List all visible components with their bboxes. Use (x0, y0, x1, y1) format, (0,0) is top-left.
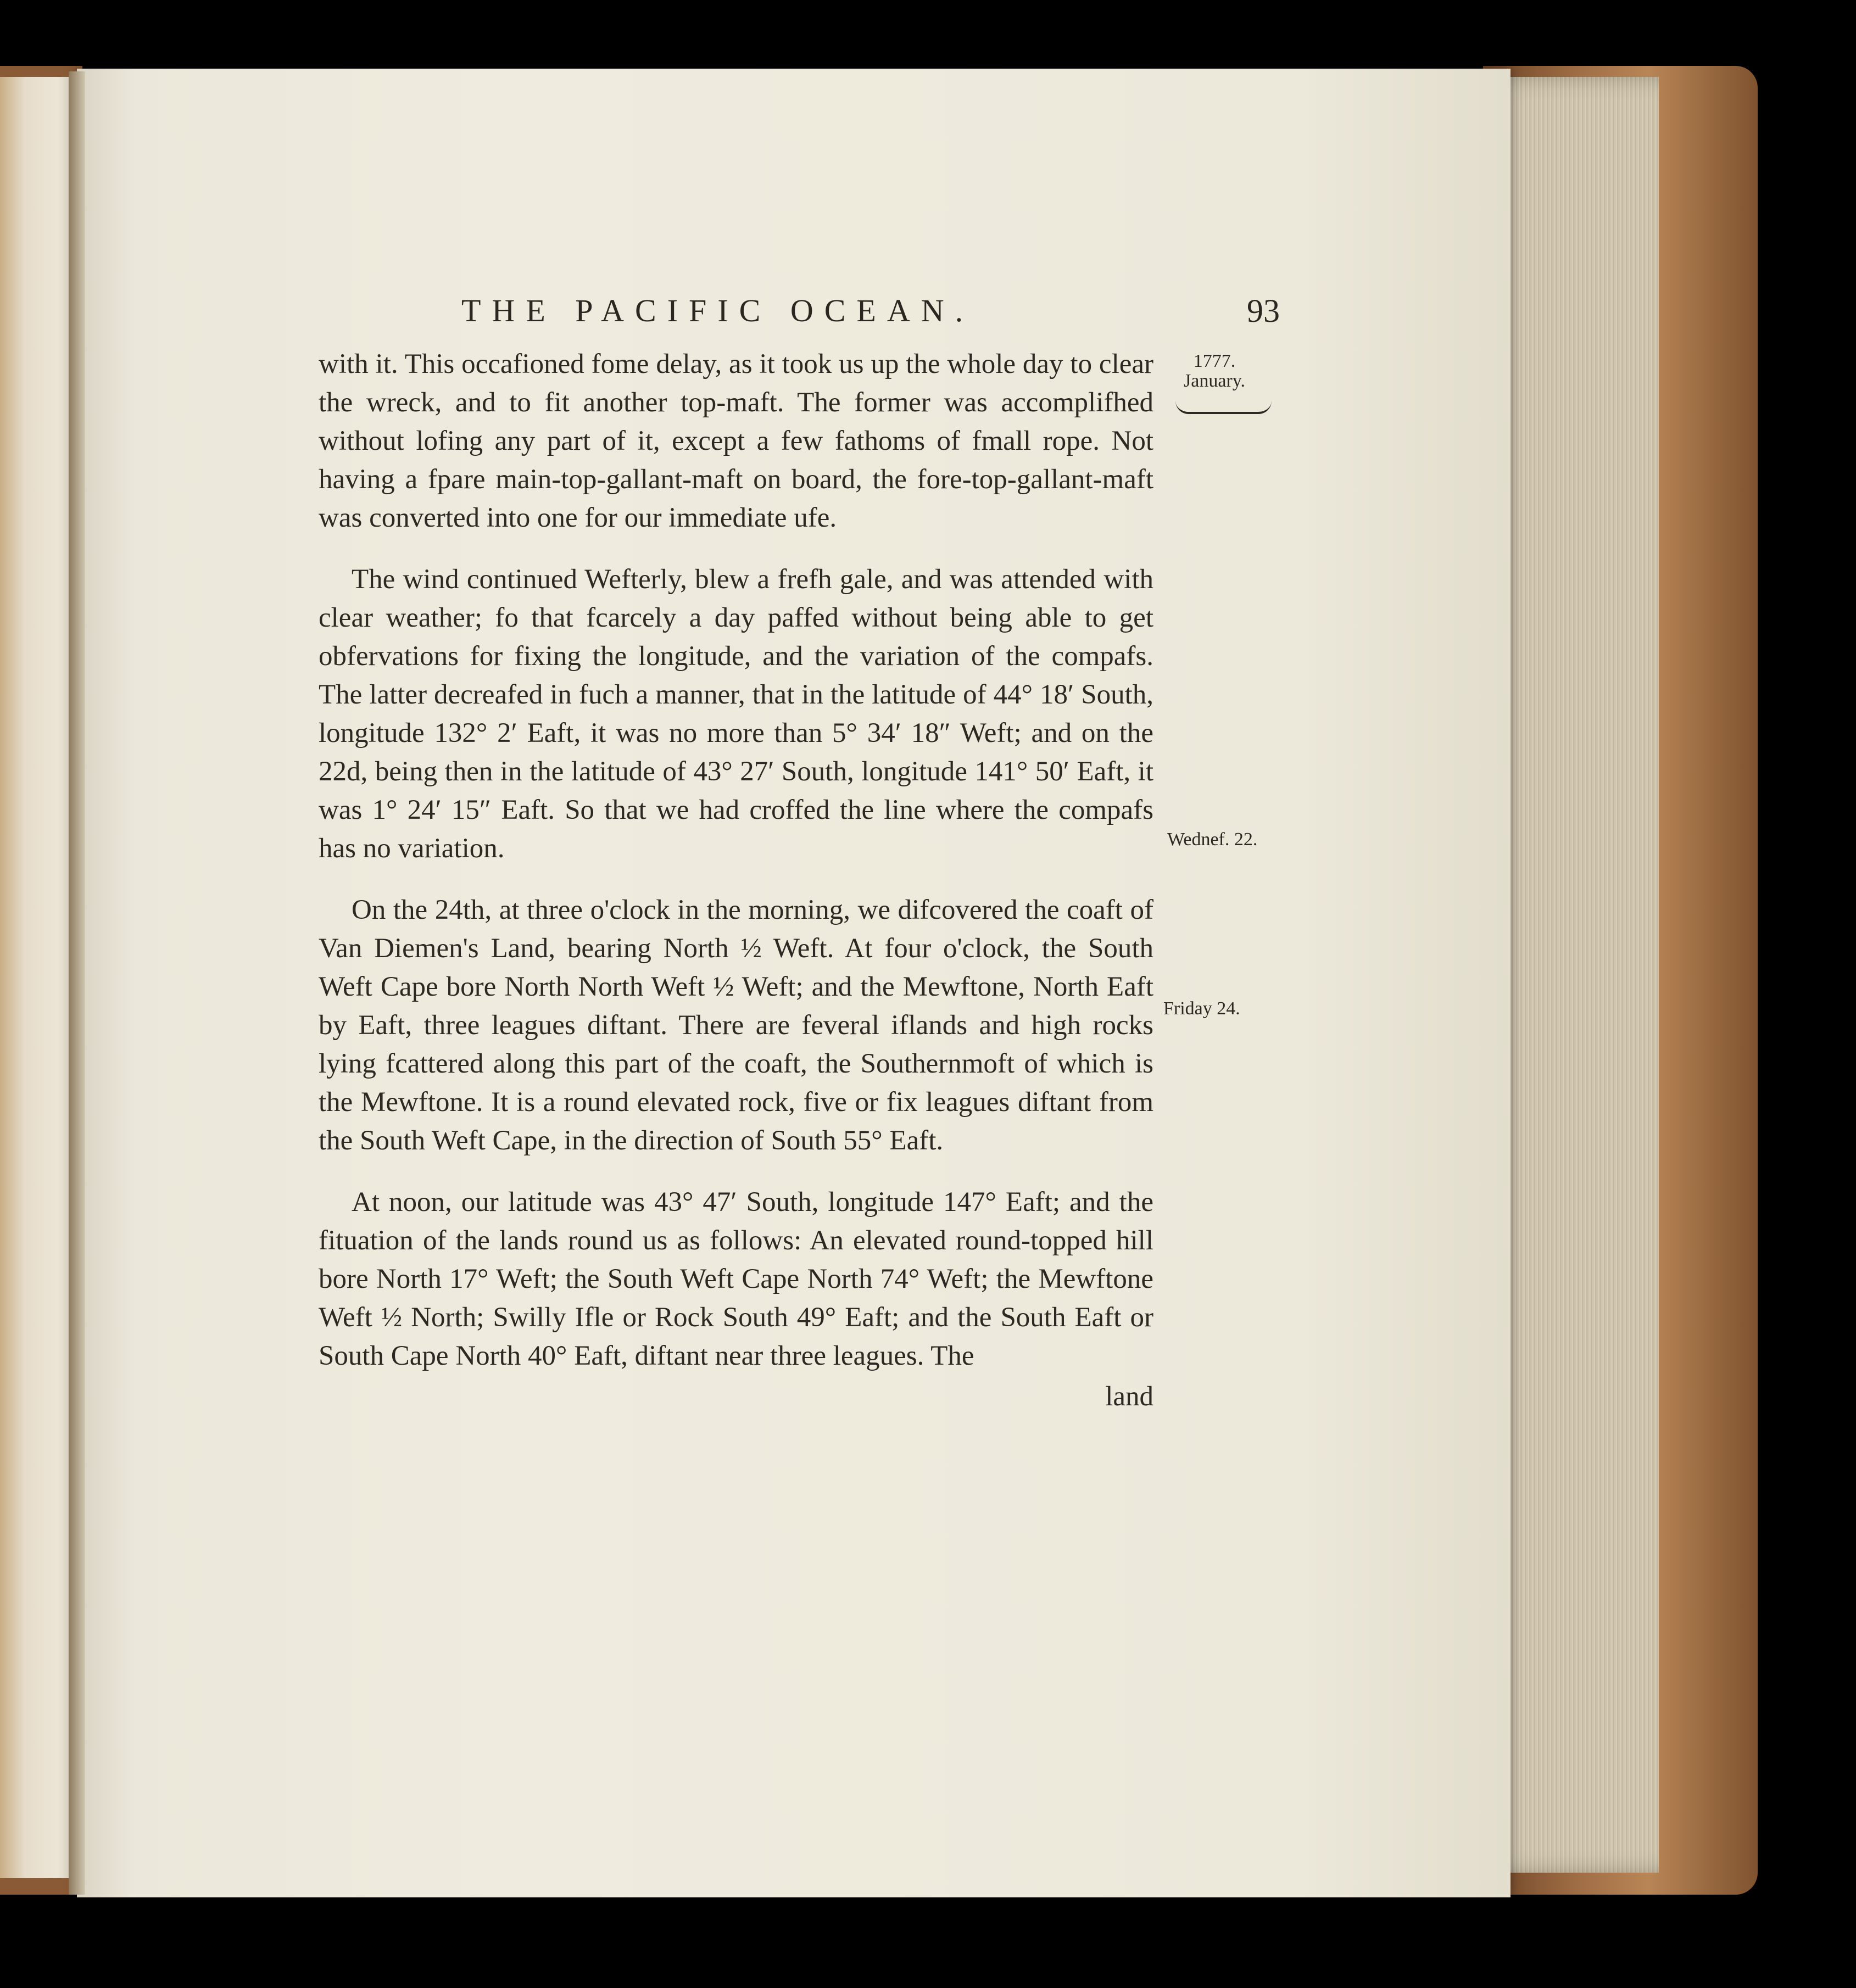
paragraph-1: with it. This occafioned fome delay, as it took us up the whole day to clear the wreck, and to fit another top-maft. The former was accomplifhed without lofing any part of it, except a few fathoms of fmall rope. Not having a fpare main-top-gallant-maft on board, the fore-top-gallant-maft was converted into one for our immediate ufe. (319, 349, 1153, 533)
paragraph-4: At noon, our latitude was 43° 47′ South, longitude 147° Eaft; and the fituation of the lands round us as follows: An elevated round-topped hill bore North 17° Weft; the South Weft Cape North 74° Weft; the Mewftone Weft ½ North; Swilly Ifle or Rock South 49° Eaft; and the South Eaft or South Cape North 40° Eaft, diftant near three leagues. The (319, 1187, 1153, 1371)
margin-month: January. (1184, 371, 1246, 391)
margin-note-friday: Friday 24. (1163, 998, 1240, 1019)
margin-brace (1175, 401, 1272, 414)
catchword: land (1105, 1381, 1153, 1412)
page-gutter (69, 71, 85, 1895)
left-page-edge (0, 77, 71, 1878)
paragraph-3: On the 24th, at three o'clock in the morning, we difcovered the coaft of Van Diemen's Land, bearing North ½ Weft. At four o'clock, the South Weft Cape bore North North Weft ½ Weft; and the Mewftone, North Eaft by Eaft, three leagues diftant. There are feveral iflands and high rocks lying fcattered along this part of the coaft, the Southernmoft of which is the Mewftone. It is a round elevated rock, five or fix leagues diftant from the South Weft Cape, in the direction of South 55° Eaft. (319, 895, 1153, 1156)
paragraph-2: The wind continued Wefterly, blew a frefh gale, and was attended with clear weather; fo that fcarcely a day paffed without being able to get obfervations for fixing the longitude, and the variation of the compafs. The latter decreafed in fuch a manner, that in the latitude of 44° 18′ South, longitude 132° 2′ Eaft, it was no more than 5° 34′ 18″ Weft; and on the 22d, being then in the latitude of 43° 27′ South, longitude 141° 50′ Eaft, it was 1° 24′ 15″ Eaft. So that we had croffed the line where the compafs has no variation. (319, 564, 1153, 864)
page-number: 93 (1247, 293, 1280, 329)
running-head-title: THE PACIFIC OCEAN. (461, 293, 974, 328)
margin-year: 1777. (1193, 351, 1236, 371)
margin-date-note (1184, 351, 1245, 391)
margin-note-wednesday: Wednef. 22. (1167, 829, 1258, 850)
body-text (319, 345, 1153, 1439)
